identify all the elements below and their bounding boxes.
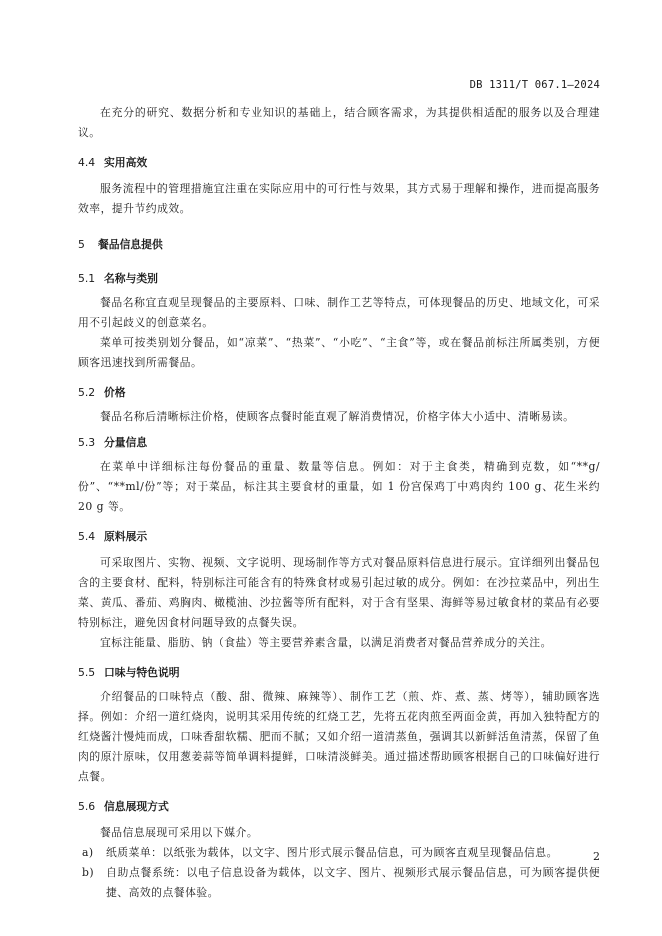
list-item-text: 自助点餐系统：以电子信息设备为载体，以文字、图片、视频形式展示餐品信息，可为顾客提供便捷、高效的点餐体验。: [106, 866, 600, 899]
section-number: 4.4: [78, 156, 96, 169]
section-heading-5-2: [78, 383, 600, 403]
section-paragraph: 服务流程中的管理措施宜注重在实际应用中的可行性与效果，其方式易于理解和操作，进而提高服务效率，提升节约成效。: [78, 182, 600, 215]
section-paragraph: 在菜单中详细标注每份餐品的重量、数量等信息。例如：对于主食类，精确到克数，如“**g/份”、“**ml/份”等；对于菜品，标注其主要食材的重量，如 1 份宫保鸡丁中鸡肉约 100 g、花生米约 20 g 等。: [78, 460, 600, 513]
section-title: 餐品信息提供: [98, 238, 163, 251]
page-number: 2: [593, 850, 600, 863]
section-title: 名称与类别: [104, 272, 158, 285]
section-title: 价格: [104, 386, 126, 399]
section-heading-4-4: [78, 153, 600, 173]
section-paragraph: 餐品信息展现可采用以下媒介。: [100, 826, 259, 839]
section-title: 实用高效: [104, 156, 148, 169]
section-paragraph: 介绍餐品的口味特点（酸、甜、微辣、麻辣等）、制作工艺（煎、炸、煮、蒸、烤等），辅助顾客选择。例如：介绍一道红烧肉，说明其采用传统的红烧工艺，先将五花肉煎至两面金黄，再加入独特配方的红烧酱汁慢炖而成，口味香甜软糯、肥而不腻；又如介绍一道清蒸鱼，强调其以新鲜活鱼清蒸，保留了鱼肉的原汁原味，仅用葱姜蒜等简单调料提鲜，口味清淡鲜美。通过描述帮助顾客根据自己的口味偏好进行点餐。: [78, 690, 600, 783]
list-marker: a): [82, 846, 94, 859]
section-number: 5.3: [78, 436, 96, 449]
section-title: 信息展现方式: [104, 800, 169, 813]
section-heading-5: [78, 235, 600, 255]
section-paragraph: 餐品名称宜直观呈现餐品的主要原料、口味、制作工艺等特点，可体现餐品的历史、地域文化，可采用不引起歧义的创意菜名。: [78, 296, 600, 329]
list-marker: b): [82, 866, 95, 879]
section-paragraph: 可采取图片、实物、视频、文字说明、现场制作等方式对餐品原料信息进行展示。宜详细列出餐品包含的主要食材、配料，特别标注可能含有的特殊食材或易引起过敏的成分。例如：在沙拉菜品中，列出生菜、黄瓜、番茄、鸡胸肉、橄榄油、沙拉酱等所有配料，对于含有坚果、海鲜等易过敏食材的菜品有必要特别标注，避免因食材问题导致的点餐失误。: [78, 556, 600, 629]
section-title: 分量信息: [104, 436, 148, 449]
list-item: [78, 843, 600, 863]
section-title: 原料展示: [104, 530, 148, 543]
section-paragraph: 宜标注能量、脂肪、钠（食盐）等主要营养素含量，以满足消费者对餐品营养成分的关注。: [100, 636, 552, 649]
section-heading-5-1: [78, 269, 600, 289]
section-title: 口味与特色说明: [104, 666, 180, 679]
section-paragraph: 餐品名称后清晰标注价格，使顾客点餐时能直观了解消费情况，价格字体大小适中、清晰易读。: [100, 410, 575, 423]
list-item-text: 纸质菜单：以纸张为载体，以文字、图片形式展示餐品信息，可为顾客直观呈现餐品信息。: [106, 846, 558, 859]
section-heading-5-6: [78, 797, 600, 817]
section-number: 5.2: [78, 386, 96, 399]
section-heading-5-5: [78, 663, 600, 683]
section-number: 5.6: [78, 800, 96, 813]
document-body: [78, 103, 600, 903]
section-heading-5-4: [78, 527, 600, 547]
list-item: [78, 863, 600, 903]
section-paragraph: 菜单可按类别划分餐品，如“凉菜”、“热菜”、“小吃”、“主食”等，或在餐品前标注所属类别，方便顾客迅速找到所需餐品。: [78, 336, 600, 369]
intro-paragraph: 在充分的研究、数据分析和专业知识的基础上，结合顾客需求，为其提供相适配的服务以及合理建议。: [78, 106, 600, 139]
document-number: DB 1311/T 067.1—2024: [469, 79, 600, 91]
section-number: 5.5: [78, 666, 96, 679]
section-number: 5: [78, 238, 85, 251]
section-heading-5-3: [78, 433, 600, 453]
section-number: 5.4: [78, 530, 96, 543]
section-number: 5.1: [78, 272, 96, 285]
